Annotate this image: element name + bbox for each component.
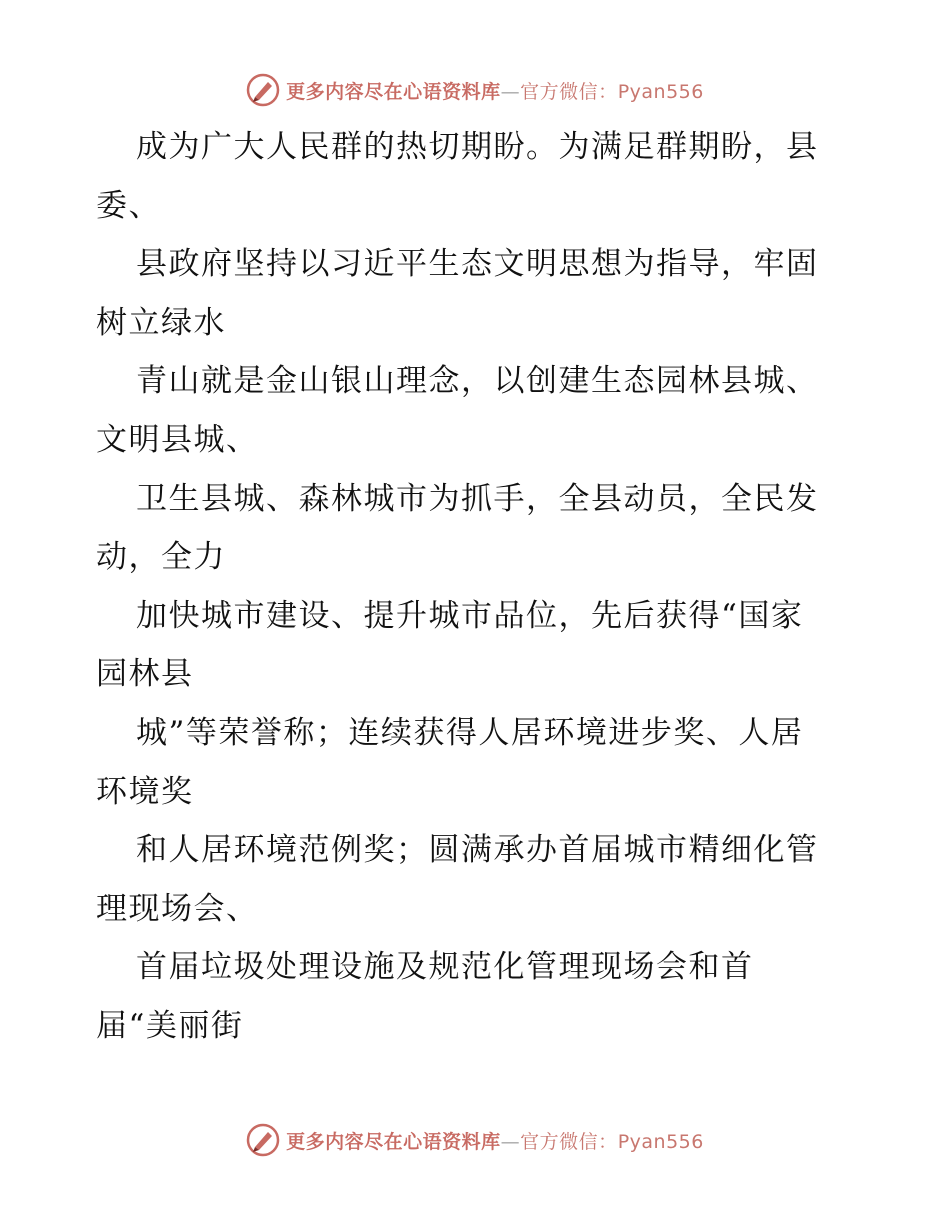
document-body: [96, 118, 866, 1056]
text-line: 首届垃圾处理设施及规范化管理现场会和首: [136, 949, 754, 986]
text-line: 卫生县城、森林城市为抓手，全县动员，全民发: [136, 480, 819, 517]
text-line: 园林县: [96, 656, 194, 693]
text-line: 文明县城、: [96, 421, 259, 458]
footer-banner-text: 更多内容尽在心语资料库—官方微信：Pyan556: [286, 1130, 704, 1153]
text-line: 青山就是金山银山理念，以创建生态园林县城、: [136, 363, 819, 400]
text-line: 城”等荣誉称；连续获得人居环境进步奖、人居: [136, 714, 804, 751]
text-line: 成为广大人民群的热切期盼。为满足群期盼，县: [136, 129, 819, 165]
text-line: 动，全力: [96, 539, 226, 576]
footer-banner: [0, 1120, 950, 1160]
text-line: 理现场会、: [96, 890, 259, 927]
text-line: 县政府坚持以习近平生态文明思想为指导，牢固: [136, 246, 819, 283]
pen-logo-icon: [246, 73, 280, 107]
header-banner: [0, 70, 950, 110]
text-line: 加快城市建设、提升城市品位，先后获得“国家: [136, 597, 804, 634]
text-line: 和人居环境范例奖；圆满承办首届城市精细化管: [136, 832, 819, 869]
text-line: 环境奖: [96, 773, 194, 810]
text-line: 届“美丽街: [96, 1007, 244, 1044]
header-banner-text: 更多内容尽在心语资料库—官方微信：Pyan556: [286, 80, 704, 103]
pen-logo-icon: [246, 1123, 280, 1157]
text-line: 委、: [96, 187, 161, 224]
text-line: 树立绿水: [96, 304, 226, 341]
